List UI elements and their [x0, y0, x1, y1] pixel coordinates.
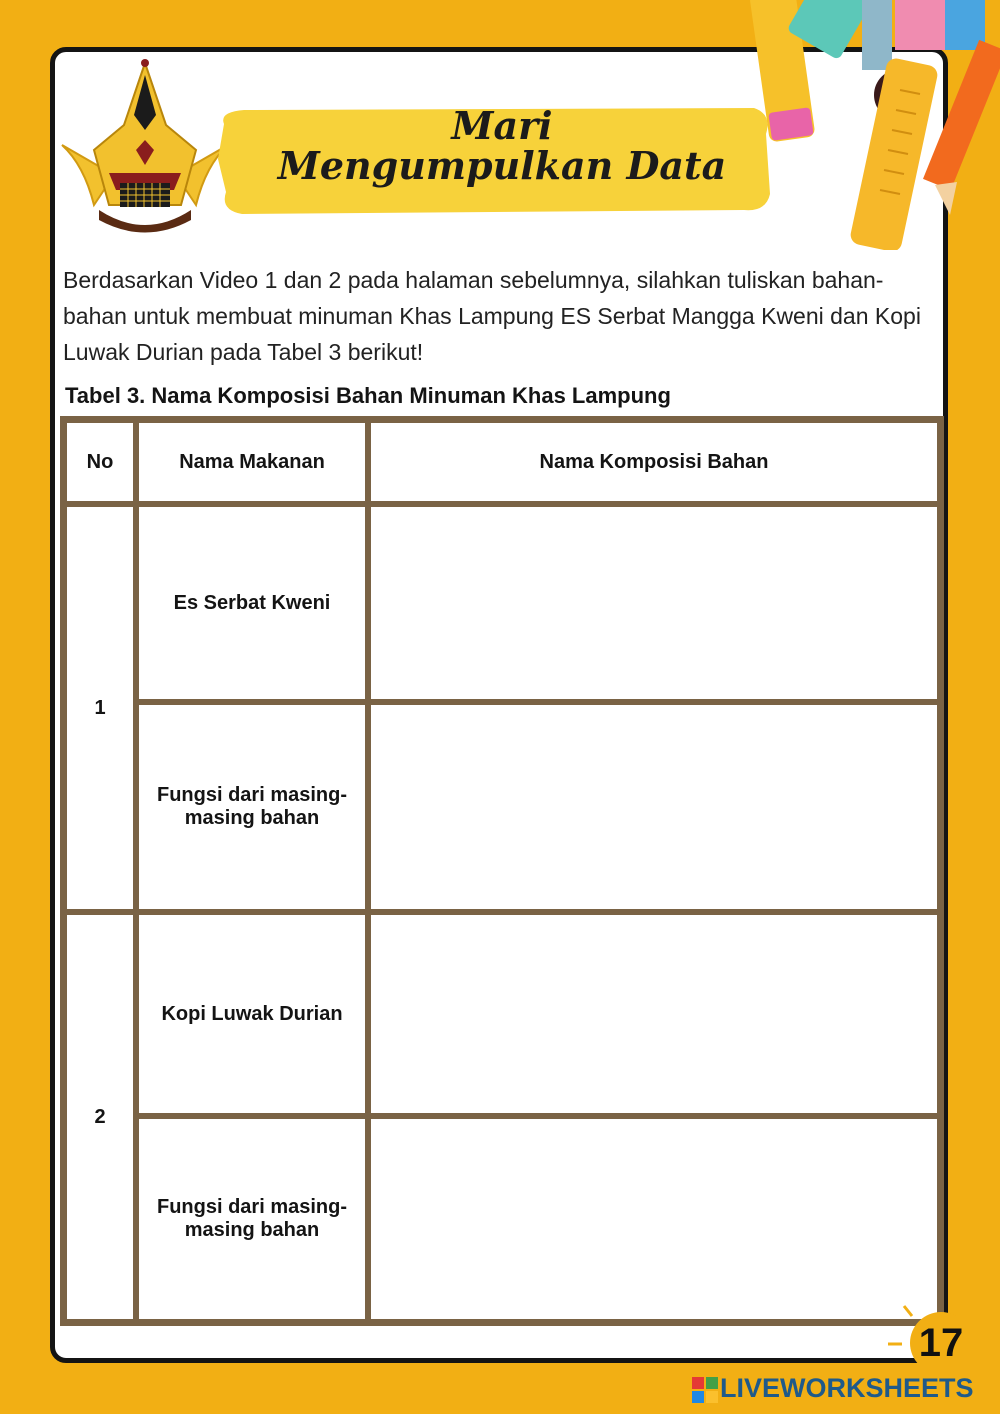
item-name: Es Serbat Kweni — [136, 504, 368, 702]
lampung-crown-illustration — [54, 55, 236, 237]
row-number: 2 — [64, 912, 136, 1322]
liveworksheets-brand[interactable]: LIVEWORKSHEETS — [720, 1373, 974, 1403]
composition-table — [60, 416, 944, 1326]
table-header-row — [64, 420, 940, 504]
function-label: Fungsi dari masing-masing bahan — [136, 702, 368, 912]
table-row — [64, 504, 940, 702]
stationery-decoration-icon — [750, 0, 1000, 250]
page-title — [232, 103, 772, 188]
function-answer-cell[interactable] — [368, 702, 940, 912]
table-row — [64, 1116, 940, 1322]
header-no: No — [64, 420, 136, 504]
instruction-paragraph: Berdasarkan Video 1 dan 2 pada halaman sebelumnya, silahkan tuliskan bahan-bahan untuk membuat minuman Khas Lampung ES Serbat Mangga Kweni dan Kopi Luwak Durian pada Tabel 3 berikut! — [63, 267, 921, 365]
liveworksheets-logo-icon — [692, 1377, 718, 1403]
table-caption: Tabel 3. Nama Komposisi Bahan Minuman Khas Lampung — [65, 383, 671, 408]
item-name: Kopi Luwak Durian — [136, 912, 368, 1116]
function-label: Fungsi dari masing-masing bahan — [136, 1116, 368, 1322]
page-number: 17 — [910, 1312, 972, 1374]
table-row — [64, 702, 940, 912]
composition-answer-cell[interactable] — [368, 912, 940, 1116]
header-item: Nama Makanan — [136, 420, 368, 504]
title-line-1: Mari — [451, 103, 553, 148]
title-line-2: Mengumpulkan Data — [277, 143, 727, 188]
function-answer-cell[interactable] — [368, 1116, 940, 1322]
composition-answer-cell[interactable] — [368, 504, 940, 702]
table-row — [64, 912, 940, 1116]
row-number: 1 — [64, 504, 136, 912]
header-composition: Nama Komposisi Bahan — [368, 420, 940, 504]
